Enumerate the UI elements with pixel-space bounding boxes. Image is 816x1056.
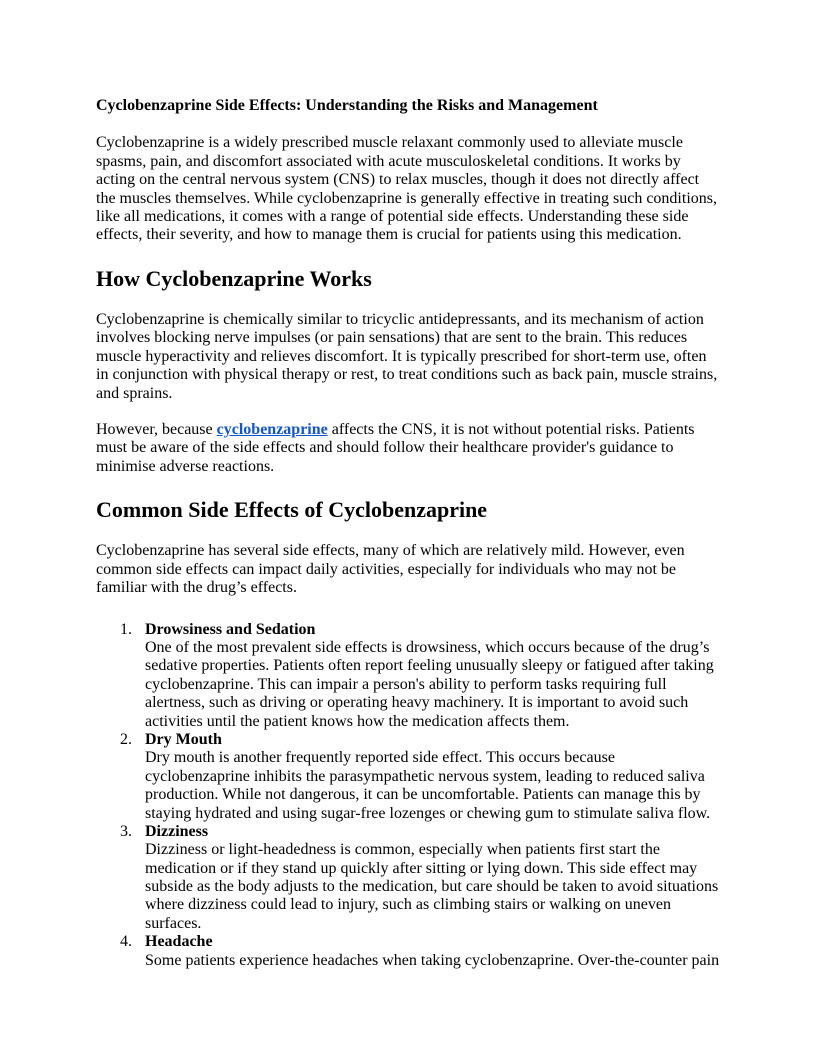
document-title: Cyclobenzaprine Side Effects: Understanding the Risks and Management [96,97,598,114]
list-number: 4. [120,933,132,951]
paragraph-mechanism: Cyclobenzaprine is chemically similar to tricyclic antidepressants, and its mechanism of action involves blocking nerve impulses (or pain sensations) that are sent to the brain. This reduces muscle hyperactivity and relieves discomfort. It is typically prescribed for short-term use, often in conjunction with physical therapy or rest, to treat conditions such as back pain, muscle strains, and sprains. [96,311,718,402]
list-item-dry-mouth [120,731,720,823]
section-heading-how-cyclobenzaprine-works: How Cyclobenzaprine Works [96,265,372,291]
side-effect-term: Headache [145,933,213,951]
section-heading-common-side-effects: Common Side Effects of Cyclobenzaprine [96,497,488,523]
side-effect-description: Some patients experience headaches when taking cyclobenzaprine. Over-the-counter pain [145,951,720,969]
cyclobenzaprine-link[interactable]: cyclobenzaprine [216,420,328,438]
paragraph-common-intro: Cyclobenzaprine has several side effects, many of which are relatively mild. However, even common side effects can impact daily activities, especially for individuals who may not be familiar with the drug’s effects. [96,542,685,597]
list-number: 2. [120,730,132,748]
side-effects-list [96,621,720,970]
side-effect-description: Dry mouth is another frequently reported side effect. This occurs because cyclobenzaprine inhibits the parasympathetic nervous system, leading to reduced saliva production. While not dangerous, it can be uncomfortable. Patients can manage this by staying hydrated and using sugar-free lozenges or chewing gum to stimulate saliva flow. [145,749,711,822]
paragraph-text-after-link: affects the CNS, it is not without potential risks. Patients must be aware of the side effects and should follow their healthcare provider's guidance to minimise adverse reactions. [96,420,695,475]
side-effect-term: Drowsiness and Sedation [145,620,316,638]
side-effect-term: Dry Mouth [145,730,222,748]
list-item-dizziness [120,823,720,933]
intro-paragraph: Cyclobenzaprine is a widely prescribed muscle relaxant commonly used to alleviate muscle spasms, pain, and discomfort associated with acute musculoskeletal conditions. It works by acting on the central nervous system (CNS) to relax muscles, though it does not directly affect the muscles themselves. While cyclobenzaprine is generally effective in treating such conditions, like all medications, it comes with a range of potential side effects. Understanding these side effects, their severity, and how to manage them is crucial for patients using this medication. [96,134,717,244]
list-number: 3. [120,822,132,840]
side-effect-description: Dizziness or light-headedness is common, especially when patients first start the medication or if they stand up quickly after sitting or lying down. This side effect may subside as the body adjusts to the medication, but care should be taken to avoid situations where dizziness could lead to injury, such as climbing stairs or walking on uneven surfaces. [145,841,719,932]
side-effect-description: One of the most prevalent side effects is drowsiness, which occurs because of the drug’s sedative properties. Patients often report feeling unusually sleepy or fatigued after taking cyclobenzaprine. This can impair a person's ability to perform tasks requiring full alertness, such as driving or operating heavy machinery. It is important to avoid such activities until the patient knows how the medication affects them. [145,639,714,730]
list-number: 1. [120,620,132,638]
list-item-headache [120,933,720,970]
side-effect-term: Dizziness [145,822,209,840]
paragraph-cns-risks [96,421,720,476]
list-item-drowsiness [120,621,720,731]
paragraph-text-before-link: However, because [96,420,217,438]
